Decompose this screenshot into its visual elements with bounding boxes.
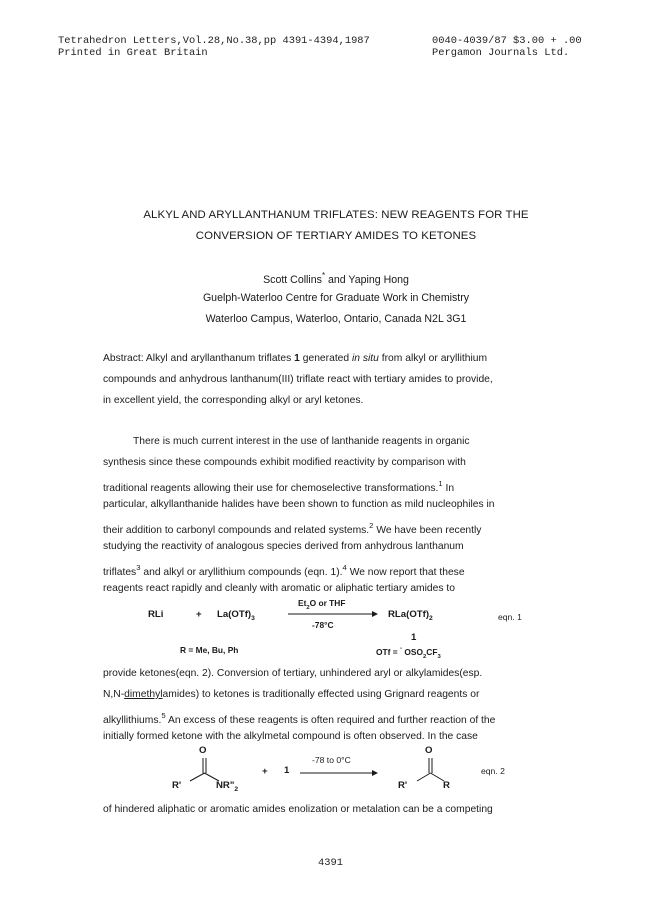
body-line: provide ketones(eqn. 2). Conversion of tertiary, unhindered aryl or alkylamides(esp.	[103, 668, 483, 679]
page-number: 4391	[318, 857, 343, 869]
abstract-line-1: Abstract: Alkyl and aryllanthanum triflates 1 generated in situ from alkyl or aryllithium	[103, 353, 488, 364]
body-line: initially formed ketone with the alkylmetal compound is often observed. In the case	[103, 731, 478, 742]
eqn2-r-prime-right: R'	[398, 780, 408, 791]
eqn1-r-definition: R = Me, Bu, Ph	[180, 645, 239, 655]
body-line: their addition to carbonyl compounds and related systems.$^2$ We have been recently	[103, 521, 482, 536]
body-line: of hindered aliphatic or aromatic amides enolization or metalation can be a competing	[103, 804, 493, 815]
underlined-dimethyl: dimethyl	[124, 689, 163, 700]
affiliation-line-2: Waterloo Campus, Waterloo, Ontario, Canada N2L 3G1	[205, 313, 467, 325]
journal-citation: Tetrahedron Letters,Vol.28,No.38,pp 4391-4394,1987	[58, 35, 370, 47]
body-line: reagents react rapidly and cleanly with aromatic or aliphatic tertiary amides to	[103, 583, 455, 594]
eqn2-oxygen-right: O	[425, 745, 433, 756]
ketone-structure	[417, 758, 444, 781]
eqn1-condition-solvent: $Et_2O$ or THF	[298, 598, 346, 611]
eqn1-arrowhead	[372, 611, 378, 617]
body-line: studying the reactivity of analogous species derived from anhydrous lanthanum	[103, 541, 464, 552]
eqn2-plus: +	[262, 766, 268, 777]
ref-5: 5	[161, 711, 166, 720]
body-line: synthesis since these compounds exhibit modified reactivity by comparison with	[103, 457, 466, 468]
affiliation-line-1: Guelph-Waterloo Centre for Graduate Work in Chemistry	[202, 292, 470, 304]
ref-3: 3	[136, 563, 141, 572]
price-code: 0040-4039/87 $3.00 + .00	[432, 35, 582, 47]
eqn1-condition-temp: -78°C	[312, 620, 334, 630]
eqn1-product: $RLa(OTf)_2$	[388, 609, 433, 622]
body-line: alkyllithiums.$^5$ An excess of these reagents is often required and further reaction of the	[103, 711, 496, 726]
publisher: Pergamon Journals Ltd.	[432, 47, 570, 59]
eqn2-condition: -78 to 0°C	[312, 755, 351, 765]
eqn2-nr2: $NR"_2$	[216, 780, 239, 793]
eqn2-label: eqn. 2	[481, 766, 505, 776]
title-line-2: CONVERSION OF TERTIARY AMIDES TO KETONES	[195, 230, 477, 242]
abstract-line-2: compounds and anhydrous lanthanum(III) triflate react with tertiary amides to provide,	[103, 374, 493, 385]
body-line: N,N-dimethylamides) to ketones is traditionally effected using Grignard reagents or	[103, 689, 480, 700]
printed-location: Printed in Great Britain	[58, 47, 208, 59]
ref-1: 1	[438, 479, 443, 488]
title-line-1: ALKYL AND ARYLLANTHANUM TRIFLATES: NEW REAGENTS FOR THE	[143, 209, 529, 221]
amide-structure	[190, 758, 219, 781]
eqn2-reagent-1: 1	[284, 765, 290, 776]
eqn2-oxygen-left: O	[199, 745, 207, 756]
author-hong: and Yaping Hong	[325, 274, 409, 286]
author-collins: Scott Collins	[263, 274, 322, 286]
body-line: particular, alkyllanthanide halides have been shown to function as mild nucleophiles in	[103, 499, 495, 510]
abstract-line-3: in excellent yield, the corresponding alkyl or aryl ketones.	[103, 395, 364, 406]
body-line: triflates$^3$ and alkyl or aryllithium compounds (eqn. 1).$^4$ We now report that these	[103, 563, 465, 578]
compound-ref-1: 1	[294, 353, 300, 364]
eqn2-arrowhead	[372, 770, 378, 776]
corresponding-star: *	[321, 271, 326, 280]
eqn1-otf-definition: OTf = - $OSO_2CF_3$	[376, 645, 441, 660]
ref-4: 4	[342, 563, 347, 572]
eqn1-reactant-rli: RLi	[148, 609, 164, 620]
body-line: traditional reagents allowing their use for chemoselective transformations.$^1$ In	[103, 479, 455, 494]
eqn1-label: eqn. 1	[498, 612, 522, 622]
eqn2-r-prime-left: R'	[172, 780, 182, 791]
ref-2: 2	[369, 521, 374, 530]
eqn1-reactant-la: $La(OTf)_3$	[217, 609, 255, 622]
eqn2-r: R	[443, 780, 450, 791]
body-line: There is much current interest in the use of lanthanide reagents in organic	[133, 436, 470, 447]
eqn1-plus: +	[196, 609, 202, 620]
eqn1-compound-number: 1	[411, 632, 417, 643]
